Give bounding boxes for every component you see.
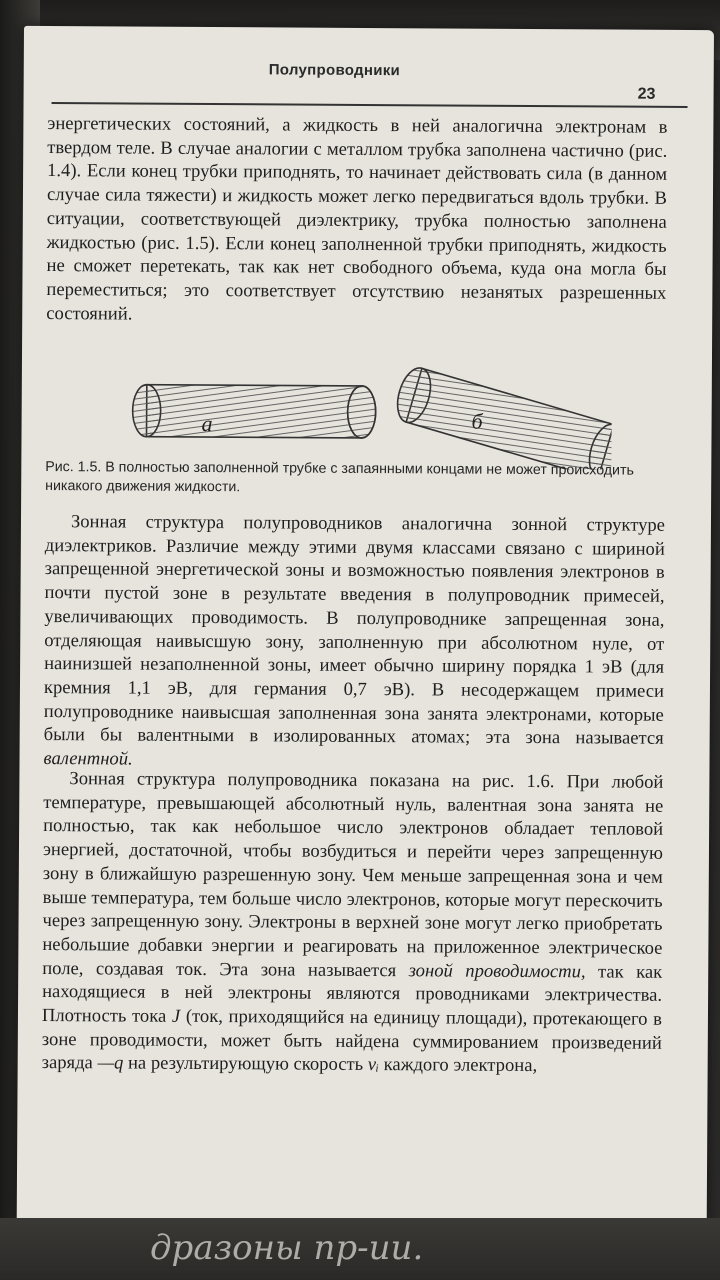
paragraph-3 xyxy=(42,767,664,1079)
term-valence: валентной. xyxy=(43,748,133,770)
symbol-q: —q xyxy=(97,1052,124,1074)
figure-caption: Рис. 1.5. В полностью заполненной трубке с запаянными концами не может происходить никакого движения жидкости. xyxy=(45,459,634,496)
running-header: Полупроводники xyxy=(268,61,401,80)
book-page xyxy=(17,26,714,1226)
page-number: 23 xyxy=(637,85,656,103)
figure-label-b: б xyxy=(471,408,483,434)
paragraph-3-text-c: (ток, приходящийся на единицу площади), протекающего в зоне проводимости, может быть найдена суммированием произведений заряда xyxy=(41,1005,663,1074)
paragraph-1-text: энергетических состояний, а жидкость в ней аналогична электронам в твердом теле. В случае аналогии с металлом трубка заполнена частично (рис. 1.4). Если конец трубки приподнять, то начинает действовать сила (в данном случае сила тяжести) и жидкость может легко передвигаться вдоль трубки. В ситуации, соответствующей диэлектрику, трубка полностью заполнена жидкостью (рис. 1.5). Если конец заполненной трубки приподнять, жидкость не сможет перетекать, так как нет свободного объема, куда она могла бы переместиться; это соответствует отсутствию незанятых разрешенных состояний. xyxy=(46,113,668,325)
paragraph-2 xyxy=(43,510,665,775)
paragraph-3-text-d: на результирующую скорость xyxy=(127,1052,364,1076)
symbol-J: J xyxy=(171,1005,181,1027)
tube-b-drawing xyxy=(392,364,612,469)
paragraph-1 xyxy=(46,112,667,329)
figure-label-a: а xyxy=(201,410,213,437)
paragraph-2-text: Зонная структура полупроводников аналогична зонной структуре диэлектриков. Различие между этими двумя классами связано с шириной запрещенной энергетической зоны и возможностью появления электронов в почти пустой зоне в результате введения в полупроводник примесей, увеличивающих проводимость. В полупроводнике запрещенная зона, отделяющая наивысшую зону, заполненную при абсолютном нуле, от наинизшей незаполненной зоны, имеет обычно ширину порядка 1 эВ (для кремния 1,1 эВ, для германия 0,7 эВ). В несодержащем примеси полупроводнике наивысшая заполненная зона занята электронами, которые были бы валентными в изолированных атомах; эта зона называется xyxy=(43,511,666,750)
figure-1-5 xyxy=(111,326,612,469)
paragraph-3-text-e: каждого электрона, xyxy=(383,1054,538,1077)
symbol-v: vᵢ xyxy=(367,1054,380,1076)
paragraph-3-text-b: так как находящиеся в ней электроны являются проводниками электричества. Плотность тока xyxy=(41,961,663,1027)
header-rule xyxy=(52,102,688,108)
paragraph-3-text-a: Зонная структура полупроводника показана на рис. 1.6. При любой температуре, превышающей абсолютный нуль, валентная зона занята не полностью, так как небольшое число электронов обладает тепловой энергией, достаточной, чтобы возбудиться и перейти через запрещенную зону в ближайшую разрешенную зону. Чем меньше запрещенная зона и чем выше температура, тем больше число электронов, которые могут перескочить через запрещенную зону. Электроны в верхней зоне могут легко приобретать небольшие добавки энергии и реагировать на приложенное электрическое поле, создавая ток. Эта зона называется xyxy=(42,768,664,981)
tube-a-drawing xyxy=(132,385,375,438)
handwritten-note: дразоны пр-ии. xyxy=(150,1228,424,1268)
term-conduction-band: зоной проводимости, xyxy=(408,959,586,982)
